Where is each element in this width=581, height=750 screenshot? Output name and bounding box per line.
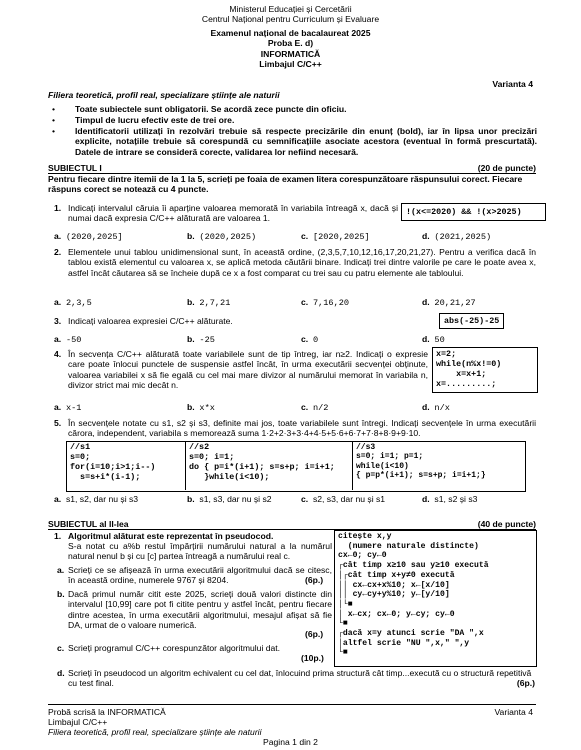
- s2-qa-letter: a.: [57, 565, 65, 575]
- q2-text: Elementele unui tablou unidimensional sunt, în această ordine, (2,3,5,7,10,12,16,17,20,21,27). Pentru a verifica dacă în tablou există elementul cu valoarea x, se aplică metoda căutării binare. Indicați trei dintre valorile pe care le poate avea x, astfel încât căutarea să se încheie după ce x a fost comparat cu trei sau cu patru elemente ale tabloului.: [68, 247, 536, 278]
- s2-q1-title: Algoritmul alăturat este reprezentat în pseudocod.: [68, 531, 274, 541]
- q5-option-c: c. s2, s3, dar nu și s1: [301, 494, 386, 504]
- q5-option-d: d. s1, s2 și s3: [422, 494, 478, 504]
- footer-page: Pagina 1 din 2: [263, 737, 318, 747]
- q5-code-s1: //s1 s=0; for(i=10;i>1;i--) s=s+i*(i-1);: [70, 442, 156, 482]
- q2-option-b: b. 2,7,21: [187, 297, 231, 308]
- pseudocode-line: │┌cât timp x+y≠0 execută: [338, 570, 455, 580]
- subject-label: INFORMATICĂ: [260, 48, 321, 59]
- q3-code: abs(-25)-25: [439, 313, 504, 329]
- proba-label: Proba E. d): [267, 38, 314, 49]
- q5-code-s3: //s3 s=0; i=1; p=1; while(i<10) { p=p*(i+1); s=s+p; i=i+1;}: [356, 443, 486, 481]
- q5-code-s2: //s2 s=0; i=1; do { p=i*(i+1); s=s+p; i=i+1; }while(i<10);: [189, 442, 335, 482]
- q5-number: 5.: [54, 418, 62, 428]
- footer-divider: [48, 704, 536, 705]
- s2-qb-letter: b.: [57, 589, 65, 599]
- q3-option-b: b. -25: [187, 334, 215, 345]
- s2-qa-points: (6p.): [305, 575, 324, 585]
- divider: [352, 441, 353, 490]
- pseudocode-box: [334, 530, 537, 667]
- pseudocode-line: ┌cât timp x≥10 sau y≥10 execută: [338, 561, 489, 571]
- s1-title: SUBIECTUL I: [48, 163, 102, 173]
- s2-q1-intro: S-a notat cu a%b restul împărțirii numărului natural a la numărul natural nenul b și cu [c] partea întreagă a numărului real c.: [68, 541, 332, 562]
- q4-option-a: a. x-1: [54, 402, 82, 413]
- variant-label: Varianta 4: [492, 79, 533, 89]
- q3-option-c: c. 0: [301, 334, 319, 345]
- pseudocode-line: cx←0; cy←0: [338, 551, 387, 561]
- q1-option-a: a. (2020,2025]: [54, 231, 123, 242]
- language-label: Limbajul C/C++: [259, 59, 322, 70]
- footer-line3: Filiera teoretică, profil real, specializare științe ale naturii: [48, 727, 262, 737]
- s2-q1-number: 1.: [54, 531, 62, 541]
- q4-code: x=2; while(n%x!=0) x=x+1; x=.........;: [432, 347, 538, 393]
- q5-option-b: b. s1, s3, dar nu și s2: [187, 494, 272, 504]
- ministry-name: Ministerul Educației și Cercetării: [229, 4, 352, 14]
- exam-title: Examenul național de bacalaureat 2025: [210, 27, 371, 38]
- pseudocode-line: │ x←cx; cx←0; y←cy; cy←0: [338, 609, 455, 619]
- footer-line2: Limbajul C/C++: [48, 717, 108, 727]
- rule-3: Identificatorii utilizați în rezolvări trebuie să respecte precizările din enunț (bold), iar în lipsa unor precizări explicite, notațiile trebuie să corespundă cu semnificațiile asociate acestora (eventual în formă prescurtată). Datele de intrare se consideră corecte, validarea lor nefiind necesară.: [75, 126, 537, 157]
- q3-option-a: a. -50: [54, 334, 82, 345]
- bullet: •: [52, 126, 56, 136]
- q5-text: În secvențele notate cu s1, s2 și s3, definite mai jos, toate variabilele sunt întregi. Indicați secvențele în urma executării cărora, independent, variabila s memorează suma 1·2+2·3+3·4+4·5+5·6+6·7+7·8+8·9+9·10.: [68, 418, 536, 439]
- q3-option-d: d. 50: [422, 334, 445, 345]
- header-block: [0, 4, 581, 70]
- q4-number: 4.: [54, 349, 62, 359]
- s2-qd-letter: d.: [57, 668, 65, 678]
- pseudocode-line: │└■: [338, 599, 353, 609]
- s2-qa-text: Scrieți ce se afișează în urma executării algoritmului dacă se citesc, în această ordine, numerele 9767 și 8204.: [68, 565, 332, 586]
- bullet: •: [52, 104, 56, 114]
- s2-points: (40 de puncte): [477, 519, 536, 529]
- q1-code: !(x<=2020) && !(x>2025): [401, 203, 546, 221]
- q4-option-d: d. n/x: [422, 402, 450, 413]
- q1-number: 1.: [54, 203, 62, 213]
- s2-qc-points: (10p.): [301, 653, 324, 663]
- s2-qb-points: (6p.): [305, 629, 324, 639]
- pseudocode-line: │altfel scrie "NU ",x," ",y: [338, 638, 470, 648]
- footer-line1: Probă scrisă la INFORMATICĂ: [48, 707, 166, 717]
- q2-option-c: c. 7,16,20: [301, 297, 350, 308]
- pseudocode-line: ┌dacă x=y atunci scrie "DA ",x: [338, 629, 484, 639]
- pseudocode-line: ││ cx←cx+x%10; x←[x/10]: [338, 580, 450, 590]
- center-name: Centrul Național pentru Curriculum și Evaluare: [201, 14, 380, 25]
- q2-option-d: d. 20,21,27: [422, 297, 476, 308]
- s2-qd-points: (6p.): [516, 678, 535, 688]
- q1-option-b: b. (2020,2025): [187, 231, 257, 242]
- q5-option-a: a. s1, s2, dar nu și s3: [54, 494, 139, 504]
- s1-points: (20 de puncte): [477, 163, 536, 173]
- q1-option-d: d. (2021,2025): [422, 231, 492, 242]
- bullet: •: [52, 115, 56, 125]
- q1-option-c: c. [2020,2025]: [301, 231, 370, 242]
- pseudocode-line: (numere naturale distincte): [338, 541, 479, 551]
- pseudocode-line: └■: [338, 619, 348, 629]
- divider: [185, 441, 186, 490]
- s2-qc-text: Scrieți programul C/C++ corespunzător algoritmului dat.: [68, 643, 281, 653]
- q4-text: În secvența C/C++ alăturată toate variabilele sunt de tip întreg, iar n≥2. Indicați o expresie care poate înlocui punctele de suspensie astfel încât, în urma executării secvenței obținute, valoarea variabilei x să fie egală cu cel mai mare divizor al numărului memorat în variabila n, divizor strict mai mic decât n.: [68, 349, 428, 391]
- s2-qc-letter: c.: [57, 643, 65, 653]
- q3-number: 3.: [54, 316, 62, 326]
- s2-qb-text: Dacă primul număr citit este 2025, scrieți două valori distincte din intervalul [10,99] care pot fi citite pentru y astfel încât, pentru fiecare dintre acestea, în urma executării algoritmului, mesajul afișat să fie DA, urmat de o valoare numerică.: [68, 589, 332, 631]
- pseudocode-line: └■: [338, 648, 348, 658]
- q1-text: Indicați intervalul căruia îi aparține valoarea memorată în variabila întreagă x, dacă și numai dacă expresia C/C++ alăturată are valoarea 1.: [68, 203, 398, 224]
- s1-intro: Pentru fiecare dintre itemii de la 1 la 5, scrieți pe foaia de examen litera corespunzătoare răspunsului corect. Fiecare răspuns corect se notează cu 4 puncte.: [48, 174, 523, 195]
- q4-option-b: b. x*x: [187, 402, 215, 413]
- pseudocode: [335, 531, 536, 659]
- rule-1: Toate subiectele sunt obligatorii. Se acordă zece puncte din oficiu.: [75, 104, 347, 114]
- s2-qd-text: Scrieți în pseudocod un algoritm echivalent cu cel dat, înlocuind prima structură cât timp...execută cu o structură repetitivă cu test final.: [68, 668, 532, 689]
- q4-option-c: c. n/2: [301, 402, 329, 413]
- q2-option-a: a. 2,3,5: [54, 297, 92, 308]
- pseudocode-line: ││ cy←cy+y%10; y←[y/10]: [338, 590, 450, 600]
- rule-2: Timpul de lucru efectiv este de trei ore.: [75, 115, 235, 125]
- q3-text: Indicați valoarea expresiei C/C++ alăturate.: [68, 316, 233, 326]
- q2-number: 2.: [54, 247, 62, 257]
- profile-label: Filiera teoretică, profil real, specializare științe ale naturii: [48, 90, 280, 100]
- pseudocode-line: citește x,y: [338, 532, 392, 541]
- s2-title: SUBIECTUL al II-lea: [48, 519, 129, 529]
- footer-variant: Varianta 4: [494, 707, 533, 717]
